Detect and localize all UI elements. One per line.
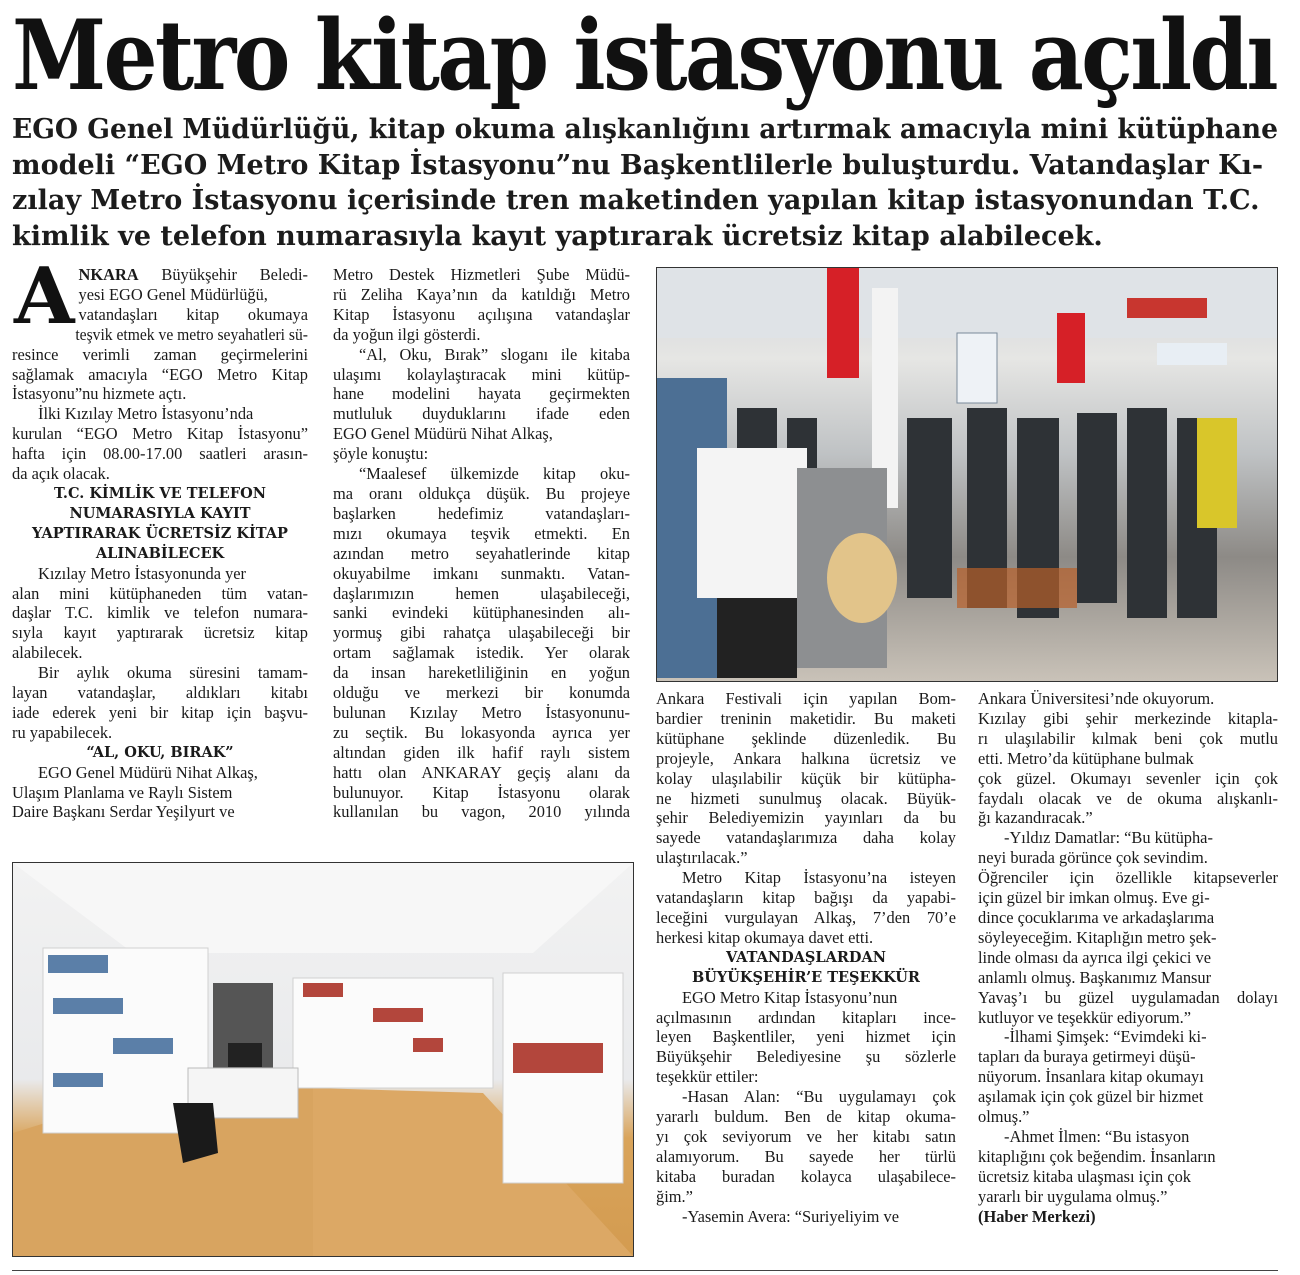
line-text: bulunan Kızılay Metro İstasyonunu-: [333, 702, 630, 722]
body-line: [12, 703, 308, 723]
body-line: [978, 789, 1278, 809]
body-line: [656, 1067, 956, 1087]
line-text: kullanılan bu vagon, 2010 yılında: [333, 802, 630, 822]
line-text: Metro Destek Hizmetleri Şube Müdü-: [333, 265, 630, 284]
line-text: Yavaş’ı bu güzel uygulamadan dolayı: [978, 987, 1278, 1007]
body-line: [978, 689, 1278, 709]
body-line: [333, 544, 630, 564]
subheading-line: [12, 504, 308, 524]
line-text: altından giden ilk hafif raylı sistem: [333, 742, 630, 762]
line-text: olduğu ve merkezi bir konumda: [333, 683, 630, 703]
line-text: ğim.”: [656, 1186, 693, 1206]
body-line: [978, 928, 1278, 948]
line-text: tapları da buraya getirmeyi düşü-: [978, 1047, 1196, 1067]
line-text: Kitap İstasyonu açılışına vatandaşlar: [333, 304, 630, 324]
body-line: [978, 888, 1278, 908]
deck-line: [12, 219, 1278, 255]
body-line: [12, 325, 308, 345]
body-line: [333, 504, 630, 524]
line-text: okuyabilme imkanı sunmaktı. Vatan-: [333, 563, 630, 583]
body-line: [333, 285, 630, 305]
line-text: EGO Genel Müdürü Nihat Alkaş,: [38, 762, 258, 782]
line-text: -Hasan Alan: “Bu uygulamayı çok: [682, 1087, 956, 1107]
line-text: EGO Genel Müdürü Nihat Alkaş,: [333, 424, 553, 444]
headline: [12, 0, 1276, 112]
body-line: [656, 729, 956, 749]
body-line: [656, 828, 956, 848]
body-line: [978, 848, 1278, 868]
body-line: [12, 683, 308, 703]
body-line: [656, 1008, 956, 1028]
line-text: leceğini vurgulayan Alkaş, 7’den 70’e: [656, 907, 956, 927]
line-text: Kızılay Metro İstasyonunda yer: [38, 563, 247, 583]
body-line: [333, 743, 630, 763]
deck-line-text: modeli “EGO Metro Kitap İstasyonu”nu Başkentlilerle buluşturdu. Vatandaşlar Kı-: [12, 149, 1264, 181]
body-line: [333, 404, 630, 424]
body-line: [978, 1147, 1278, 1167]
body-line: [12, 564, 308, 584]
body-line: [978, 948, 1278, 968]
line-text: “Maalesef ülkemizde kitap oku-: [359, 464, 630, 484]
body-line: [978, 1207, 1278, 1227]
body-line: [978, 868, 1278, 888]
lead-word: NKARA: [78, 265, 139, 284]
line-text: kitaba buradan kolayca ulaşabilece-: [656, 1166, 956, 1186]
body-line: [978, 1167, 1278, 1187]
body-line: [12, 643, 308, 663]
body-line: [656, 908, 956, 928]
turkish-flag-right: [1057, 313, 1085, 383]
line-text: kitaplığını çok beğendim. İnsanların: [978, 1146, 1216, 1166]
line-text: resince verimli zaman geçirmelerini: [12, 344, 308, 364]
line-text: İstasyonu”nu hizmete açtı.: [12, 384, 187, 404]
body-line: [333, 683, 630, 703]
deck-line: [12, 148, 1278, 184]
body-line: [656, 1147, 956, 1167]
line-text: mızı okumaya teşvik etmekti. En: [333, 523, 630, 543]
line-text: kolay ulaşılabilir küçük bir kütüpha-: [656, 768, 956, 788]
body-line: [656, 689, 956, 709]
body-line: [333, 305, 630, 325]
body-line: [333, 703, 630, 723]
body-line: [333, 763, 630, 783]
photo-scene: [657, 268, 1277, 681]
photo-library-interior: [12, 862, 634, 1257]
photo-scene-library: [13, 863, 633, 1256]
body-line: [656, 848, 956, 868]
deck-line-text: EGO Genel Müdürlüğü, kitap okuma alışkanlığını artırmak amacıyla mini kütüphane: [12, 114, 1279, 145]
deck-line: [12, 183, 1278, 219]
line-text: yı çok seviyorum ve her kitabı satın: [656, 1126, 956, 1146]
body-line: [12, 723, 308, 743]
line-text: hafta için 08.00-17.00 saatleri arasın-: [12, 444, 308, 464]
line-text: sıyla kayıt yaptırarak ücretsiz kitap: [12, 623, 308, 643]
body-line: [333, 603, 630, 623]
body-line: [656, 769, 956, 789]
line-text: şöyle konuştu:: [333, 444, 429, 464]
line-text: da insan hareketliliğinin en yoğun: [333, 663, 630, 683]
body-line: [12, 384, 308, 404]
body-line: [12, 783, 308, 803]
line-text: YAPTIRARAK ÜCRETSİZ KİTAP: [32, 524, 288, 542]
line-text: dince çocuklarıma ve arkadaşlarıma: [978, 907, 1215, 927]
body-line: [333, 384, 630, 404]
line-text: EGO Metro Kitap İstasyonu’nun: [682, 987, 898, 1007]
headline-text: Metro kitap istasyonu açıldı: [12, 0, 1276, 112]
body-line: [978, 1127, 1278, 1147]
subheading-line: [12, 544, 308, 564]
line-text: için güzel bir imkan olmuş. Eve gi-: [978, 888, 1210, 908]
line-text: çok güzel. Okumayı sevenler için çok: [978, 768, 1278, 788]
column-4: [978, 689, 1278, 1226]
body-line: [333, 424, 630, 444]
line-text: leyen Başkentliler, yeni hizmet için: [656, 1027, 956, 1047]
line-text: Metro Kitap İstasyonu’na isteyen: [682, 868, 956, 888]
subheading-line: [12, 743, 308, 763]
line-text: etti. Metro’da kütüphane bulmak: [978, 748, 1194, 768]
line-text: söyleyeceğim. Kitaplığın metro şek-: [978, 927, 1217, 947]
line-text: alabilecek.: [12, 643, 83, 663]
body-line: [656, 749, 956, 769]
line-text: aşılamak için çok güzel bir hizmet: [978, 1087, 1204, 1107]
body-line: [978, 1087, 1278, 1107]
column-3: [656, 689, 956, 1226]
line-text: şehir Belediyemizin yayınları da bu: [656, 808, 956, 828]
line-text: -Ahmet İlmen: “Bu istasyon: [1004, 1126, 1190, 1146]
line-text: hattı olan ANKARAY geçiş alanı da: [333, 762, 630, 782]
body-line: [333, 802, 630, 822]
line-text: “Al, Oku, Bırak” sloganı ile kitaba: [359, 344, 630, 364]
line-text: kutluyor ve teşekkür ediyorum.”: [978, 1007, 1192, 1027]
body-line: [656, 709, 956, 729]
body-line: [333, 584, 630, 604]
line-text: NUMARASIYLA KAYIT: [69, 504, 251, 522]
line-text: layan vatandaşlar, aldıkları kitabı: [12, 683, 308, 703]
photo-metro-opening: [656, 267, 1278, 682]
deck-line-text: zılay Metro İstasyonu içerisinde tren maketinden yapılan kitap istasyonundan T.C.: [12, 185, 1260, 216]
body-line: [978, 709, 1278, 729]
line-text: Ankara Üniversitesi’nde okuyorum.: [978, 689, 1215, 708]
line-text: yararlı buldum. Ben de kitap okuma-: [656, 1107, 956, 1127]
line-text: daşlar T.C. kimlik ve telefon numara-: [12, 603, 308, 623]
body-line: [12, 663, 308, 683]
line-text: iade ederek yeni bir kitap için başvu-: [12, 702, 308, 722]
line-text: -Yasemin Avera: “Suriyeliyim ve: [682, 1206, 899, 1226]
body-line: [978, 1067, 1278, 1087]
body-line: [333, 643, 630, 663]
body-line: [978, 1027, 1278, 1047]
line-text: İlki Kızılay Metro İstasyonu’nda: [38, 404, 254, 424]
line-text: ulaşımı kolaylaştıracak mini kütüp-: [333, 364, 630, 384]
body-line: [978, 729, 1278, 749]
line-text: ne hizmeti sunulmuş olacak. Büyük-: [656, 788, 956, 808]
body-line: [656, 1107, 956, 1127]
body-line: [333, 325, 630, 345]
line-text: BÜYÜKŞEHİR’E TEŞEKKÜR: [692, 968, 920, 986]
line-text: alamıyorum. Bu sayede her türlü: [656, 1146, 956, 1166]
body-line: [12, 603, 308, 623]
line-text: teşekkür ettiler:: [656, 1067, 759, 1087]
body-line: [12, 763, 308, 783]
body-line: [978, 808, 1278, 828]
line-text: Ankara Festivali için yapılan Bom-: [656, 689, 956, 708]
body-line: [12, 464, 308, 484]
body-line: [333, 663, 630, 683]
body-line: [333, 464, 630, 484]
body-line: [333, 345, 630, 365]
line-text: nüyorum. İnsanlara kitap okumayı: [978, 1067, 1204, 1087]
line-text: T.C. KİMLİK VE TELEFON: [53, 484, 267, 502]
line-text: sanki evindeki kütüphanesinden alı-: [333, 603, 630, 623]
body-line: [333, 623, 630, 643]
body-line: [12, 584, 308, 604]
body-line: [656, 1027, 956, 1047]
line-text: herkesi kitap okumaya davet etti.: [656, 927, 874, 947]
body-line: [978, 749, 1278, 769]
subheading-line: [656, 968, 956, 988]
body-line: [978, 988, 1278, 1008]
line-text: ğı kazandıracak.”: [978, 808, 1093, 828]
line-text: Öğrenciler için özellikle kitapseverler: [978, 868, 1278, 888]
body-line: [333, 723, 630, 743]
line-text: Büyükşehir Belediyesine şu sözlerle: [656, 1047, 956, 1067]
line-text: kütüphane şeklinde düzenledik. Bu: [656, 728, 956, 748]
line-text: (Haber Merkezi): [978, 1206, 1096, 1226]
body-line: [656, 988, 956, 1008]
line-text: VATANDAŞLARDAN: [726, 948, 886, 966]
line-text: bardier treninin maketidir. Bu maketi: [656, 708, 956, 728]
body-line: [656, 1207, 956, 1227]
body-line: [333, 365, 630, 385]
body-line: [656, 808, 956, 828]
body-line: [12, 802, 308, 822]
body-line: [12, 365, 308, 385]
line-text: açılmasının ardından kitapları ince-: [656, 1007, 956, 1027]
line-text: daşlarımızın hemen ulaşabileceği,: [333, 583, 630, 603]
line-text: Bir aylık okuma süresini tamam-: [38, 663, 308, 683]
column-1: [12, 251, 308, 822]
subheading-line: [12, 524, 308, 544]
line-text: Ulaşım Planlama ve Raylı Sistem: [12, 782, 233, 802]
body-line: [333, 783, 630, 803]
body-line: [12, 404, 308, 424]
turkish-flag-left: [827, 268, 859, 378]
body-line: [978, 968, 1278, 988]
body-line: [978, 1187, 1278, 1207]
line-text: ma oranı oldukça düşük. Bu projeye: [333, 483, 630, 503]
body-line: [12, 424, 308, 444]
line-text: mutluluk duyduklarını ifade eden: [333, 404, 630, 424]
body-line: [656, 928, 956, 948]
body-line: [978, 1047, 1278, 1067]
deck-line: [12, 112, 1278, 148]
line-text: ortam sağlamak istedik. Yer olarak: [333, 643, 630, 663]
body-line: [978, 1008, 1278, 1028]
body-line: [978, 769, 1278, 789]
line-text: ru yapabilecek.: [12, 722, 113, 742]
line-text: rı ulaşılabilir kılmak beni çok mutlu: [978, 728, 1278, 748]
subheading-line: [12, 484, 308, 504]
line-text: alan mini kütüphaneden tüm vatan-: [12, 583, 308, 603]
line-text: projeyle, Ankara halkına ücretsiz ve: [656, 748, 956, 768]
body-line: [333, 564, 630, 584]
line-text: başlarken hedefimiz vatandaşları-: [333, 503, 630, 523]
body-line: [978, 908, 1278, 928]
body-line: [656, 1127, 956, 1147]
line-text: faydalı olacak ve de okuma alışkanlı-: [978, 788, 1278, 808]
body-line: [12, 444, 308, 464]
body-line: [656, 1187, 956, 1207]
line-text: zu seçtik. Bu lokasyonda ayrıca yer: [333, 722, 630, 742]
line-text: vatandaşları kitap okumaya: [78, 304, 308, 324]
line-text: -İlhami Şimşek: “Evimdeki ki-: [1004, 1027, 1207, 1047]
subheading-line: [656, 948, 956, 968]
line-text: yormuş gibi rahatça ulaşabileceği bir: [333, 623, 630, 643]
line-text: Büyükşehir Beledi-: [138, 265, 308, 284]
line-text: ulaştırılacak.”: [656, 848, 748, 868]
body-line: [12, 623, 308, 643]
line-text: -Yıldız Damatlar: “Bu kütüpha-: [1004, 828, 1213, 848]
body-line: [333, 444, 630, 464]
body-line: [656, 1047, 956, 1067]
line-text: da yoğun ilgi gösterdi.: [333, 324, 481, 344]
column-2: [333, 265, 630, 822]
line-text: linde olması da ayrıca ilgi çekici ve: [978, 947, 1212, 967]
line-text: olmuş.”: [978, 1107, 1030, 1127]
line-text: rü Zeliha Kaya’nın da katıldığı Metro: [333, 284, 630, 304]
line-text: bulunuyor. Kitap İstasyonu olarak: [333, 782, 630, 802]
body-line: [333, 484, 630, 504]
deck: [12, 112, 1278, 254]
body-line: [656, 1167, 956, 1187]
body-line: [978, 828, 1278, 848]
body-line: [978, 1107, 1278, 1127]
line-text: Kızılay gibi şehir merkezinde kitapla-: [978, 708, 1278, 728]
body-line: [656, 789, 956, 809]
body-line: [333, 524, 630, 544]
line-text: sağlamak amacıyla “EGO Metro Kitap: [12, 364, 308, 384]
line-text: azından metro seyahatlerinde kitap: [333, 543, 630, 563]
line-text: anlamlı olmuş. Başkanımız Mansur: [978, 967, 1212, 987]
line-text: “AL, OKU, BIRAK”: [86, 743, 234, 761]
line-text: hane modelini hayata geçirmekten: [333, 384, 630, 404]
line-text: yararlı bir uygulama olmuş.”: [978, 1186, 1168, 1206]
line-text: vatandaşların kitap bağışı da yapabi-: [656, 888, 956, 908]
line-text: ALINABİLECEK: [95, 544, 225, 562]
body-line: [656, 868, 956, 888]
bottom-rule: [12, 1270, 1278, 1271]
body-line: [12, 345, 308, 365]
line-text: Daire Başkanı Serdar Yeşilyurt ve: [12, 802, 235, 822]
body-line: [333, 265, 630, 285]
line-text: teşvik etmek ve metro seyahatleri sü-: [75, 324, 308, 344]
line-text: ücretsiz kitaba ulaşması için çok: [978, 1166, 1192, 1186]
body-line: [656, 1087, 956, 1107]
body-line: [656, 888, 956, 908]
deck-line-text: kimlik ve telefon numarasıyla kayıt yaptırarak ücretsiz kitap alabilecek.: [12, 220, 1103, 252]
line-text: da açık olacak.: [12, 464, 110, 484]
line-text: yesi EGO Genel Müdürlüğü,: [78, 284, 268, 304]
line-text: neyi burada görünce çok sevindim.: [978, 848, 1208, 868]
line-text: sayede vatandaşlarımıza daha kolay: [656, 828, 956, 848]
drop-cap: A: [14, 251, 75, 342]
line-text: kurulan “EGO Metro Kitap İstasyonu”: [12, 424, 308, 444]
